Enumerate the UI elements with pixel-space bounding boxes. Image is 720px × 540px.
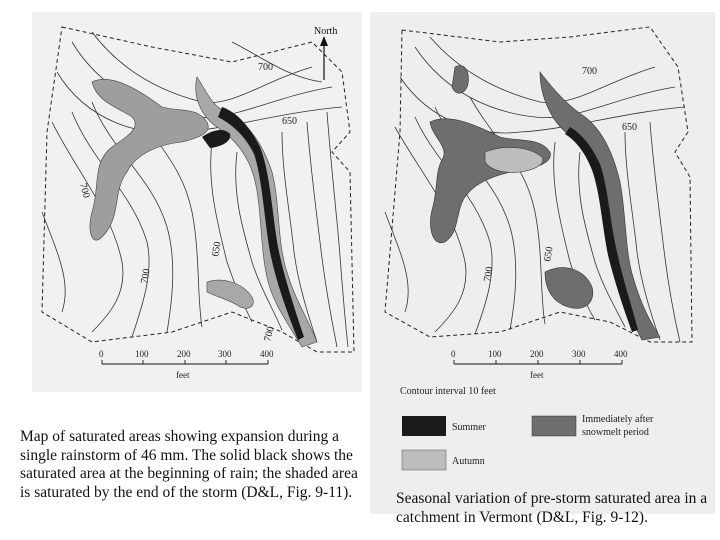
scale-tick-label: 0 bbox=[451, 349, 456, 359]
legend-swatch-summer bbox=[402, 416, 446, 436]
north-arrow bbox=[320, 36, 328, 80]
scale-tick-label: 400 bbox=[260, 349, 274, 359]
contour-label: 700 bbox=[139, 267, 153, 285]
scale-tick-label: 200 bbox=[177, 349, 191, 359]
legend-label-snowmelt-line2: snowmelt period bbox=[582, 427, 649, 438]
legend-label-autumn: Autumn bbox=[452, 456, 485, 467]
right-figure-caption: Seasonal variation of pre-storm saturated area in a catchment in Vermont (D&L, Fig. 9-12). bbox=[396, 490, 708, 526]
contour-label: 700 bbox=[258, 62, 273, 73]
right-map-panel bbox=[370, 12, 715, 514]
scale-tick-label: 300 bbox=[218, 349, 232, 359]
scale-unit-label: feet bbox=[530, 370, 544, 380]
scale-tick-label: 300 bbox=[572, 349, 586, 359]
legend-label-snowmelt-line1: Immediately after bbox=[582, 414, 654, 425]
scale-bar bbox=[102, 360, 268, 364]
shaded-saturated-area bbox=[90, 79, 208, 240]
contour-label: 700 bbox=[262, 325, 277, 343]
legend-swatch-autumn bbox=[402, 450, 446, 470]
left-figure-caption: Map of saturated areas showing expansion during a single rainstorm of 46 mm. The solid black shows the saturated area at the beginning of rain; the shaded area is saturated by the end of the storm (D&L, Fig. 9-11). bbox=[20, 428, 358, 501]
contour-lines bbox=[385, 37, 685, 342]
snowmelt-saturated-area bbox=[452, 66, 468, 93]
scale-unit-label: feet bbox=[176, 370, 190, 380]
scale-tick-label: 100 bbox=[135, 349, 149, 359]
north-label: North bbox=[314, 26, 338, 37]
contour-label: 650 bbox=[282, 116, 297, 127]
scale-tick-label: 0 bbox=[99, 349, 104, 359]
scale-tick-label: 400 bbox=[614, 349, 628, 359]
contour-label: 700 bbox=[77, 181, 92, 200]
contour-label: 700 bbox=[582, 66, 597, 77]
contour-label: 650 bbox=[622, 122, 637, 133]
contour-label: 650 bbox=[210, 240, 224, 258]
contour-interval-label: Contour interval 10 feet bbox=[400, 386, 496, 397]
scale-tick-label: 100 bbox=[488, 349, 502, 359]
legend bbox=[402, 416, 576, 470]
right-map-figure bbox=[370, 12, 715, 482]
autumn-saturated-area bbox=[430, 119, 550, 243]
legend-swatch-snowmelt bbox=[532, 416, 576, 436]
left-map-panel bbox=[32, 12, 362, 392]
scale-tick-label: 200 bbox=[530, 349, 544, 359]
scale-bar bbox=[454, 360, 622, 364]
legend-label-summer: Summer bbox=[452, 422, 486, 433]
contour-label: 700 bbox=[482, 265, 496, 283]
contour-label: 650 bbox=[542, 245, 556, 263]
left-map-figure bbox=[32, 12, 362, 392]
